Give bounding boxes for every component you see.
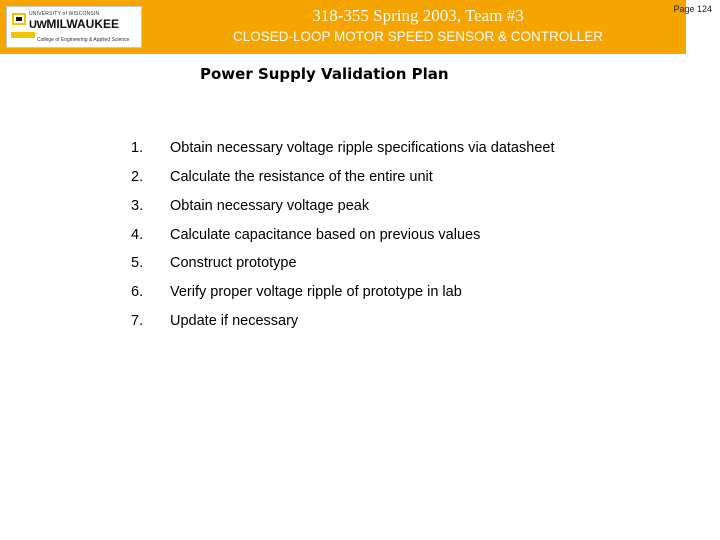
step-text: Calculate capacitance based on previous values [170,227,481,243]
step-item [0,169,720,193]
page-number: Page 124 [673,4,712,14]
step-number: 2. [131,169,144,185]
university-logo [6,6,142,48]
logo-stripe-icon [11,32,35,38]
step-item [0,313,720,337]
step-text: Update if necessary [170,313,299,329]
step-text: Construct prototype [170,255,297,271]
step-number: 7. [131,313,144,329]
step-item [0,255,720,279]
course-title: 318-355 Spring 2003, Team #3 [312,6,524,25]
step-number: 6. [131,284,144,300]
logo-main-name: MILWAUKEE [46,17,119,31]
step-text: Obtain necessary voltage peak [170,198,370,214]
step-number: 4. [131,227,144,243]
step-item [0,198,720,222]
logo-main-prefix: UW [29,19,47,31]
logo-top-text: UNIVERSITY of WISCONSIN [29,11,100,17]
header-band [0,0,686,54]
step-number: 3. [131,198,144,214]
project-subtitle: CLOSED-LOOP MOTOR SPEED SENSOR & CONTROLLER [232,29,604,44]
step-item [0,284,720,308]
plan-title: Power Supply Validation Plan [200,65,449,83]
logo-main-text [29,17,119,31]
logo-sub-text: College of Engineering & Applied Science [37,37,130,43]
step-text: Obtain necessary voltage ripple specifications via datasheet [170,140,555,156]
step-item [0,227,720,251]
step-number: 1. [131,140,144,156]
step-number: 5. [131,255,144,271]
step-text: Verify proper voltage ripple of prototype in lab [170,284,462,300]
logo-mark-icon [12,13,26,25]
step-text: Calculate the resistance of the entire unit [170,169,433,185]
step-item [0,140,720,164]
